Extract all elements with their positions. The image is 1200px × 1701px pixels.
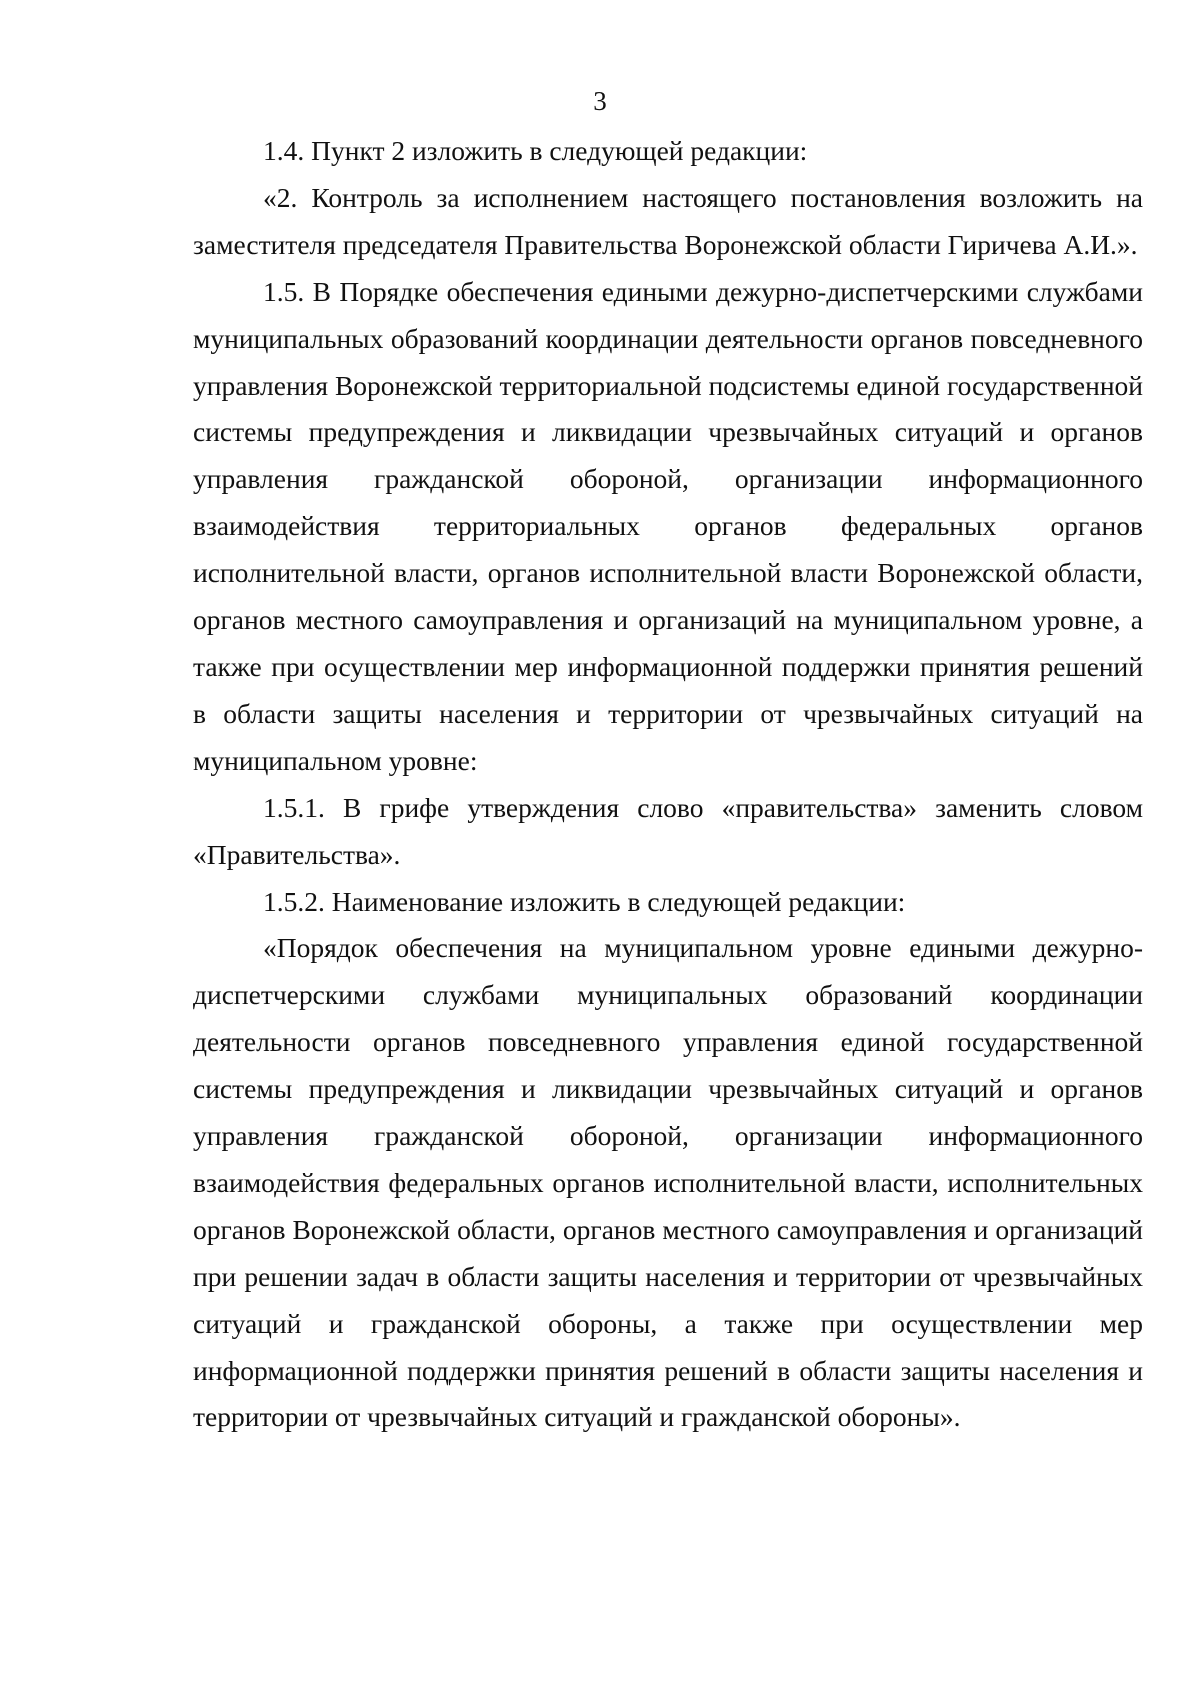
paragraph-1-5-1: 1.5.1. В грифе утверждения слово «правительства» заменить словом «Правительства». [193, 791, 1143, 870]
document-body [193, 128, 1143, 1441]
paragraph-new-title: «Порядок обеспечения на муниципальном уровне едиными дежурно-диспетчерскими службами муниципальных образований координации деятельности органов повседневного управления единой государственной системы предупреждения и ликвидации чрезвычайных ситуаций и органов управления гражданской обороной, организации информационного взаимодействия федеральных органов исполнительной власти, исполнительных органов Воронежской области, органов местного самоуправления и организаций при решении задач в области защиты населения и территории от чрезвычайных ситуаций и гражданской обороны, а также при осуществлении мер информационной поддержки принятия решений в области защиты населения и территории от чрезвычайных ситуаций и гражданской обороны». [193, 932, 1143, 1433]
paragraph-1-5-2: 1.5.2. Наименование изложить в следующей редакции: [263, 885, 906, 917]
paragraph-1-4: 1.4. Пункт 2 изложить в следующей редакции: [263, 135, 808, 166]
page-number: 3 [593, 86, 607, 116]
paragraph-control-clause: «2. Контроль за исполнением настоящего постановления возложить на заместителя председателя Правительства Воронежской области Гиричева А.И.». [193, 181, 1143, 260]
paragraph-1-5: 1.5. В Порядке обеспечения едиными дежурно-диспетчерскими службами муниципальных образований координации деятельности органов повседневного управления Воронежской территориальной подсистемы единой государственной системы предупреждения и ликвидации чрезвычайных ситуаций и органов управления гражданской обороной, организации информационного взаимодействия территориальных органов федеральных органов исполнительной власти, органов исполнительной власти Воронежской области, органов местного самоуправления и организаций на муниципальном уровне, а также при осуществлении мер информационной поддержки принятия решений в области защиты населения и территории от чрезвычайных ситуаций на муниципальном уровне: [193, 275, 1143, 776]
